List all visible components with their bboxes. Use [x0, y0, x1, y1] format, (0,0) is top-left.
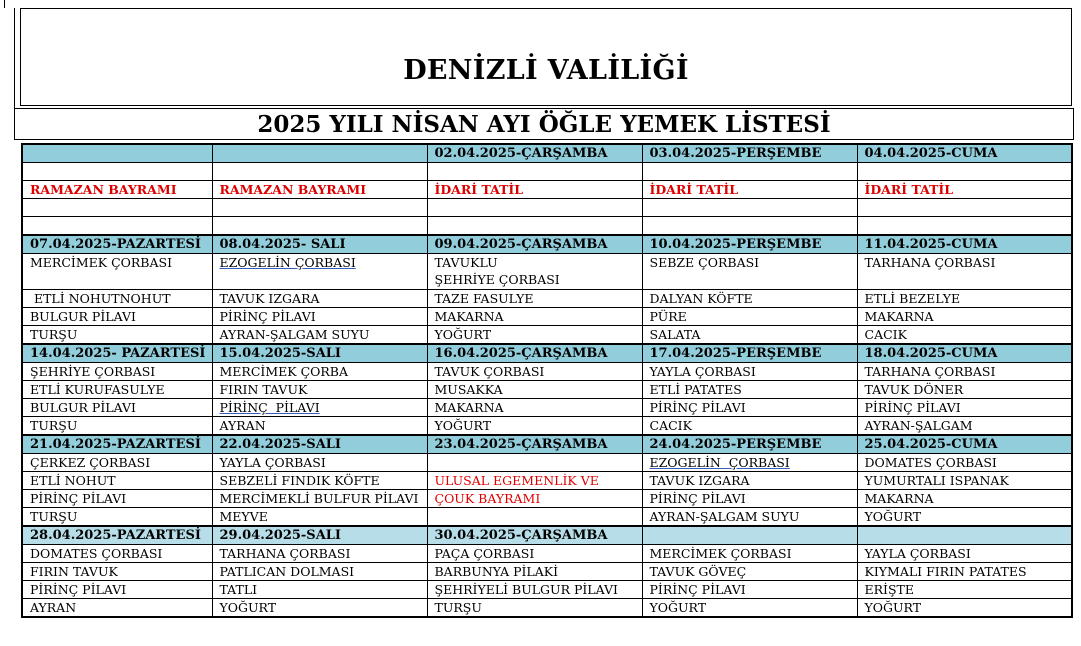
table-row	[22, 217, 1072, 236]
week5-header-row	[22, 526, 1072, 545]
holiday-note: ULUSAL EGEMENLİK VE	[427, 472, 642, 490]
menu-cell: KIYMALI FIRIN PATATES	[857, 563, 1072, 581]
menu-cell: PİRİNÇ PİLAVI	[857, 399, 1072, 417]
table-row	[22, 599, 1072, 618]
menu-cell: TAVUK ÇORBASI	[427, 363, 642, 381]
day-header	[642, 526, 857, 545]
day-header: 09.04.2025-ÇARŞAMBA	[427, 235, 642, 254]
menu-cell: MERCİMEK ÇORBASI	[642, 545, 857, 563]
day-header: 04.04.2025-CUMA	[857, 144, 1072, 163]
day-header: 18.04.2025-CUMA	[857, 344, 1072, 363]
menu-cell	[642, 454, 857, 472]
menu-cell: ETLİ BEZELYE	[857, 290, 1072, 308]
menu-cell: DALYAN KÖFTE	[642, 290, 857, 308]
menu-cell: TURŞU	[22, 417, 212, 436]
menu-cell: PİRİNÇ PİLAVI	[642, 490, 857, 508]
table-row	[22, 363, 1072, 381]
menu-cell: SEBZE ÇORBASI	[642, 254, 857, 290]
table-row	[22, 399, 1072, 417]
menu-cell: TURŞU	[22, 508, 212, 527]
menu-cell: TAVUK IZGARA	[212, 290, 427, 308]
menu-cell	[212, 254, 427, 290]
menu-cell: SALATA	[642, 326, 857, 345]
holiday-note: ÇOUK BAYRAMI	[427, 490, 642, 508]
menu-cell: CACIK	[642, 417, 857, 436]
table-row	[22, 163, 1072, 181]
menu-cell: AYRAN-ŞALGAM	[857, 417, 1072, 436]
day-header: 22.04.2025-SALI	[212, 435, 427, 454]
holiday-note: İDARİ TATİL	[427, 181, 642, 199]
menu-cell: YAYLA ÇORBASI	[212, 454, 427, 472]
menu-cell: YAYLA ÇORBASI	[642, 363, 857, 381]
title-left-border	[14, 8, 15, 108]
menu-cell-line: TAVUKLU	[434, 255, 498, 270]
menu-cell: MERCİMEK ÇORBA	[212, 363, 427, 381]
menu-cell: TURŞU	[427, 599, 642, 618]
menu-cell: PİRİNÇ PİLAVI	[642, 581, 857, 599]
menu-cell: MEYVE	[212, 508, 427, 527]
menu-cell: PAÇA ÇORBASI	[427, 545, 642, 563]
menu-cell: MERCİMEKLİ BULFUR PİLAVI	[212, 490, 427, 508]
table-row	[22, 490, 1072, 508]
menu-cell: PATLICAN DOLMASI	[212, 563, 427, 581]
menu-cell: TARHANA ÇORBASI	[212, 545, 427, 563]
day-header: 10.04.2025-PERŞEMBE	[642, 235, 857, 254]
day-header: 11.04.2025-CUMA	[857, 235, 1072, 254]
menu-cell: ERİŞTE	[857, 581, 1072, 599]
day-header: 28.04.2025-PAZARTESİ	[22, 526, 212, 545]
table-row	[22, 563, 1072, 581]
day-header: 23.04.2025-ÇARŞAMBA	[427, 435, 642, 454]
menu-cell: YOĞURT	[857, 508, 1072, 527]
subtitle-box	[14, 108, 1074, 140]
menu-cell	[427, 254, 642, 290]
menu-cell: ŞEHRİYE ÇORBASI	[22, 363, 212, 381]
menu-cell: ETLİ NOHUTNOHUT	[22, 290, 212, 308]
table-row	[22, 472, 1072, 490]
menu-cell: YOĞURT	[642, 599, 857, 618]
holiday-note: İDARİ TATİL	[642, 181, 857, 199]
menu-cell: MAKARNA	[427, 399, 642, 417]
menu-cell	[212, 399, 427, 417]
day-header: 07.04.2025-PAZARTESİ	[22, 235, 212, 254]
menu-cell: DOMATES ÇORBASI	[22, 545, 212, 563]
menu-cell: TARHANA ÇORBASI	[857, 254, 1072, 290]
week2-header-row	[22, 235, 1072, 254]
menu-cell: MERCİMEK ÇORBASI	[22, 254, 212, 290]
table-row	[22, 454, 1072, 472]
table-row	[22, 308, 1072, 326]
day-header: 25.04.2025-CUMA	[857, 435, 1072, 454]
day-header: 21.04.2025-PAZARTESİ	[22, 435, 212, 454]
menu-cell-text: EZOGELİN ÇORBASI	[219, 255, 356, 270]
menu-cell: ÇERKEZ ÇORBASI	[22, 454, 212, 472]
menu-cell: AYRAN	[212, 417, 427, 436]
menu-cell: MUSAKKA	[427, 381, 642, 399]
day-header	[857, 526, 1072, 545]
table-row	[22, 581, 1072, 599]
menu-cell: ETLİ NOHUT	[22, 472, 212, 490]
menu-cell: TARHANA ÇORBASI	[857, 363, 1072, 381]
menu-cell: TAVUK GÖVEÇ	[642, 563, 857, 581]
day-header: 16.04.2025-ÇARŞAMBA	[427, 344, 642, 363]
table-row	[22, 199, 1072, 217]
menu-cell: FIRIN TAVUK	[22, 563, 212, 581]
day-header	[212, 144, 427, 163]
menu-cell-line: ŞEHRİYE ÇORBASI	[434, 272, 560, 287]
day-header: 03.04.2025-PERŞEMBE	[642, 144, 857, 163]
menu-cell: YOĞURT	[427, 417, 642, 436]
table-row	[22, 545, 1072, 563]
menu-cell: SEBZELİ FINDIK KÖFTE	[212, 472, 427, 490]
menu-cell: TATLI	[212, 581, 427, 599]
day-header: 24.04.2025-PERŞEMBE	[642, 435, 857, 454]
menu-cell: ŞEHRİYELİ BULGUR PİLAVI	[427, 581, 642, 599]
day-header: 14.04.2025- PAZARTESİ	[22, 344, 212, 363]
menu-cell: YUMURTALI ISPANAK	[857, 472, 1072, 490]
page-subtitle: 2025 YILI NİSAN AYI ÖĞLE YEMEK LİSTESİ	[257, 111, 831, 138]
day-header: 17.04.2025-PERŞEMBE	[642, 344, 857, 363]
table-row	[22, 381, 1072, 399]
day-header: 15.04.2025-SALI	[212, 344, 427, 363]
menu-cell	[427, 508, 642, 527]
menu-cell: YOĞURT	[212, 599, 427, 618]
menu-table	[21, 143, 1073, 618]
title-box	[20, 8, 1072, 106]
week3-header-row	[22, 344, 1072, 363]
day-header: 08.04.2025- SALI	[212, 235, 427, 254]
holiday-row	[22, 181, 1072, 199]
menu-cell: YOĞURT	[427, 326, 642, 345]
holiday-note: RAMAZAN BAYRAMI	[22, 181, 212, 199]
menu-cell-text: PİRİNÇ PİLAVI	[219, 400, 320, 415]
day-header: 29.04.2025-SALI	[212, 526, 427, 545]
day-header: 02.04.2025-ÇARŞAMBA	[427, 144, 642, 163]
day-header	[22, 144, 212, 163]
menu-cell: TAVUK IZGARA	[642, 472, 857, 490]
holiday-note: İDARİ TATİL	[857, 181, 1072, 199]
menu-cell: TAZE FASULYE	[427, 290, 642, 308]
menu-cell: FIRIN TAVUK	[212, 381, 427, 399]
page-title: DENİZLİ VALİLİĞİ	[403, 55, 689, 86]
table-row	[22, 326, 1072, 345]
menu-cell: YAYLA ÇORBASI	[857, 545, 1072, 563]
menu-cell-text: EZOGELİN ÇORBASI	[649, 455, 790, 470]
menu-cell: PİRİNÇ PİLAVI	[22, 490, 212, 508]
table-row	[22, 290, 1072, 308]
menu-cell: TURŞU	[22, 326, 212, 345]
menu-cell: PİRİNÇ PİLAVI	[212, 308, 427, 326]
menu-cell: PÜRE	[642, 308, 857, 326]
menu-cell	[427, 454, 642, 472]
menu-cell: PİRİNÇ PİLAVI	[22, 581, 212, 599]
menu-cell: BULGUR PİLAVI	[22, 308, 212, 326]
menu-cell: MAKARNA	[857, 490, 1072, 508]
menu-cell: AYRAN-ŞALGAM SUYU	[642, 508, 857, 527]
menu-cell: TAVUK DÖNER	[857, 381, 1072, 399]
menu-cell: BARBUNYA PİLAKİ	[427, 563, 642, 581]
menu-cell: PİRİNÇ PİLAVI	[642, 399, 857, 417]
holiday-note: RAMAZAN BAYRAMI	[212, 181, 427, 199]
menu-cell: AYRAN	[22, 599, 212, 618]
day-header: 30.04.2025-ÇARŞAMBA	[427, 526, 642, 545]
table-row	[22, 254, 1072, 290]
menu-cell: MAKARNA	[857, 308, 1072, 326]
menu-cell: DOMATES ÇORBASI	[857, 454, 1072, 472]
menu-cell: MAKARNA	[427, 308, 642, 326]
menu-cell: YOĞURT	[857, 599, 1072, 618]
menu-cell: AYRAN-ŞALGAM SUYU	[212, 326, 427, 345]
menu-cell: ETLİ PATATES	[642, 381, 857, 399]
menu-cell: CACIK	[857, 326, 1072, 345]
corner-mark	[4, 0, 5, 8]
week1-header-row	[22, 144, 1072, 163]
menu-cell: ETLİ KURUFASULYE	[22, 381, 212, 399]
table-row	[22, 417, 1072, 436]
menu-cell: BULGUR PİLAVI	[22, 399, 212, 417]
table-row	[22, 508, 1072, 527]
week4-header-row	[22, 435, 1072, 454]
